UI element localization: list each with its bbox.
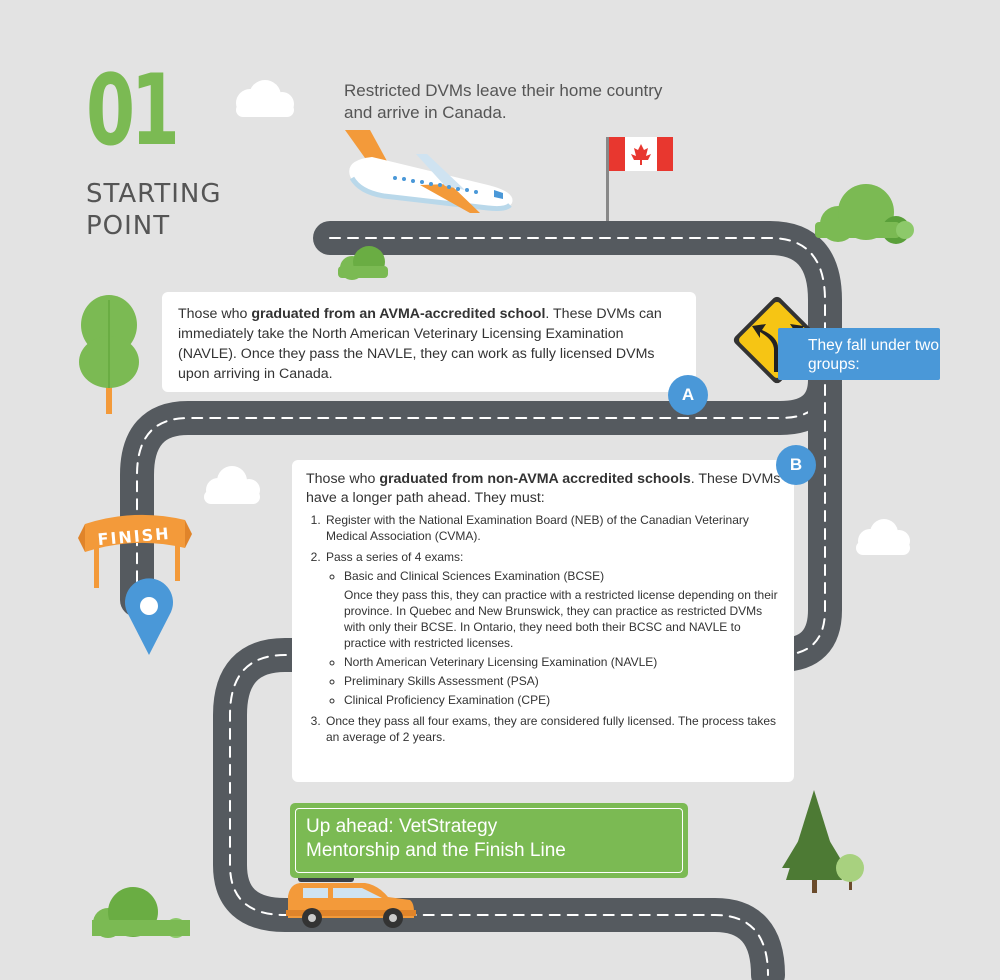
option-a-text: . These DVMs can immediately take the North American Veterinary Licensing Examination (NAVLE). Once they pass the NAVLE, they can work as fully licensed DVMs upon arriving in Canada. [178, 306, 662, 382]
badge-a: A [668, 375, 708, 415]
option-a-bold: graduated from an AVMA-accredited school [251, 306, 546, 322]
badge-b: B [776, 445, 816, 485]
step-title-line1: STARTING [86, 179, 222, 209]
step-3 [324, 713, 782, 745]
cloud-icon [204, 466, 260, 504]
exam-item [344, 654, 782, 670]
option-b-prefix: Those who [306, 471, 380, 487]
option-b-intro [306, 470, 782, 508]
next-step-text [306, 815, 606, 863]
exam-list [326, 568, 782, 708]
exam-item [344, 568, 782, 651]
option-a-card [162, 292, 696, 392]
cloud-icon [856, 519, 910, 555]
exam-name: North American Veterinary Licensing Examination (NAVLE) [344, 655, 658, 669]
step-3-text: Once they pass all four exams, they are considered fully licensed. The process takes an average of 2 years. [326, 714, 777, 744]
exam-name: Preliminary Skills Assessment (PSA) [344, 674, 539, 688]
cloud-icon [236, 80, 294, 117]
step-2 [324, 549, 782, 708]
next-step-sign [290, 803, 688, 878]
exam-item [344, 692, 782, 708]
exam-item [344, 673, 782, 689]
bush-icon [815, 184, 914, 244]
intro-text: Restricted DVMs leave their home country and arrive in Canada. [344, 81, 663, 122]
finish-banner-label: FINISH [96, 523, 172, 550]
option-b-steps [306, 512, 782, 745]
exam-description: Once they pass this, they can practice with a restricted license depending on their province. In Quebec and New Brunswick, they can practice as restricted DVMs with only their BCSE. In Ontario, they need both their BCSC and NAVLE to practice with restricted licenses. [344, 588, 778, 650]
canada-flag-icon [606, 137, 673, 221]
map-pin-icon [125, 578, 173, 655]
step-title [86, 178, 221, 242]
step-1-text: Register with the National Examination Board (NEB) of the Canadian Veterinary Medical Association (CVMA). [326, 513, 749, 543]
exam-name: Basic and Clinical Sciences Examination (BCSE) [344, 569, 605, 583]
pine-tree-icon [782, 790, 864, 893]
option-b-text: . These DVMs have a longer path ahead. They must: [306, 471, 781, 506]
bush-icon [92, 887, 190, 938]
option-b-bold: graduated from non-AVMA accredited schools [379, 471, 691, 487]
step-1 [324, 512, 782, 544]
exam-name: Clinical Proficiency Examination (CPE) [344, 693, 551, 707]
next-step-line2: Mentorship and the Finish Line [306, 840, 566, 861]
step-title-line2: POINT [86, 211, 171, 241]
option-b-card [292, 460, 794, 782]
option-a-prefix: Those who [178, 306, 252, 322]
next-step-line1: Up ahead: VetStrategy [306, 816, 498, 837]
tree-icon [79, 295, 139, 414]
groups-label: They fall under two groups: [778, 328, 940, 380]
airplane-icon [345, 130, 513, 213]
step-2-text: Pass a series of 4 exams: [326, 550, 464, 564]
step-number: 01 [86, 54, 176, 168]
